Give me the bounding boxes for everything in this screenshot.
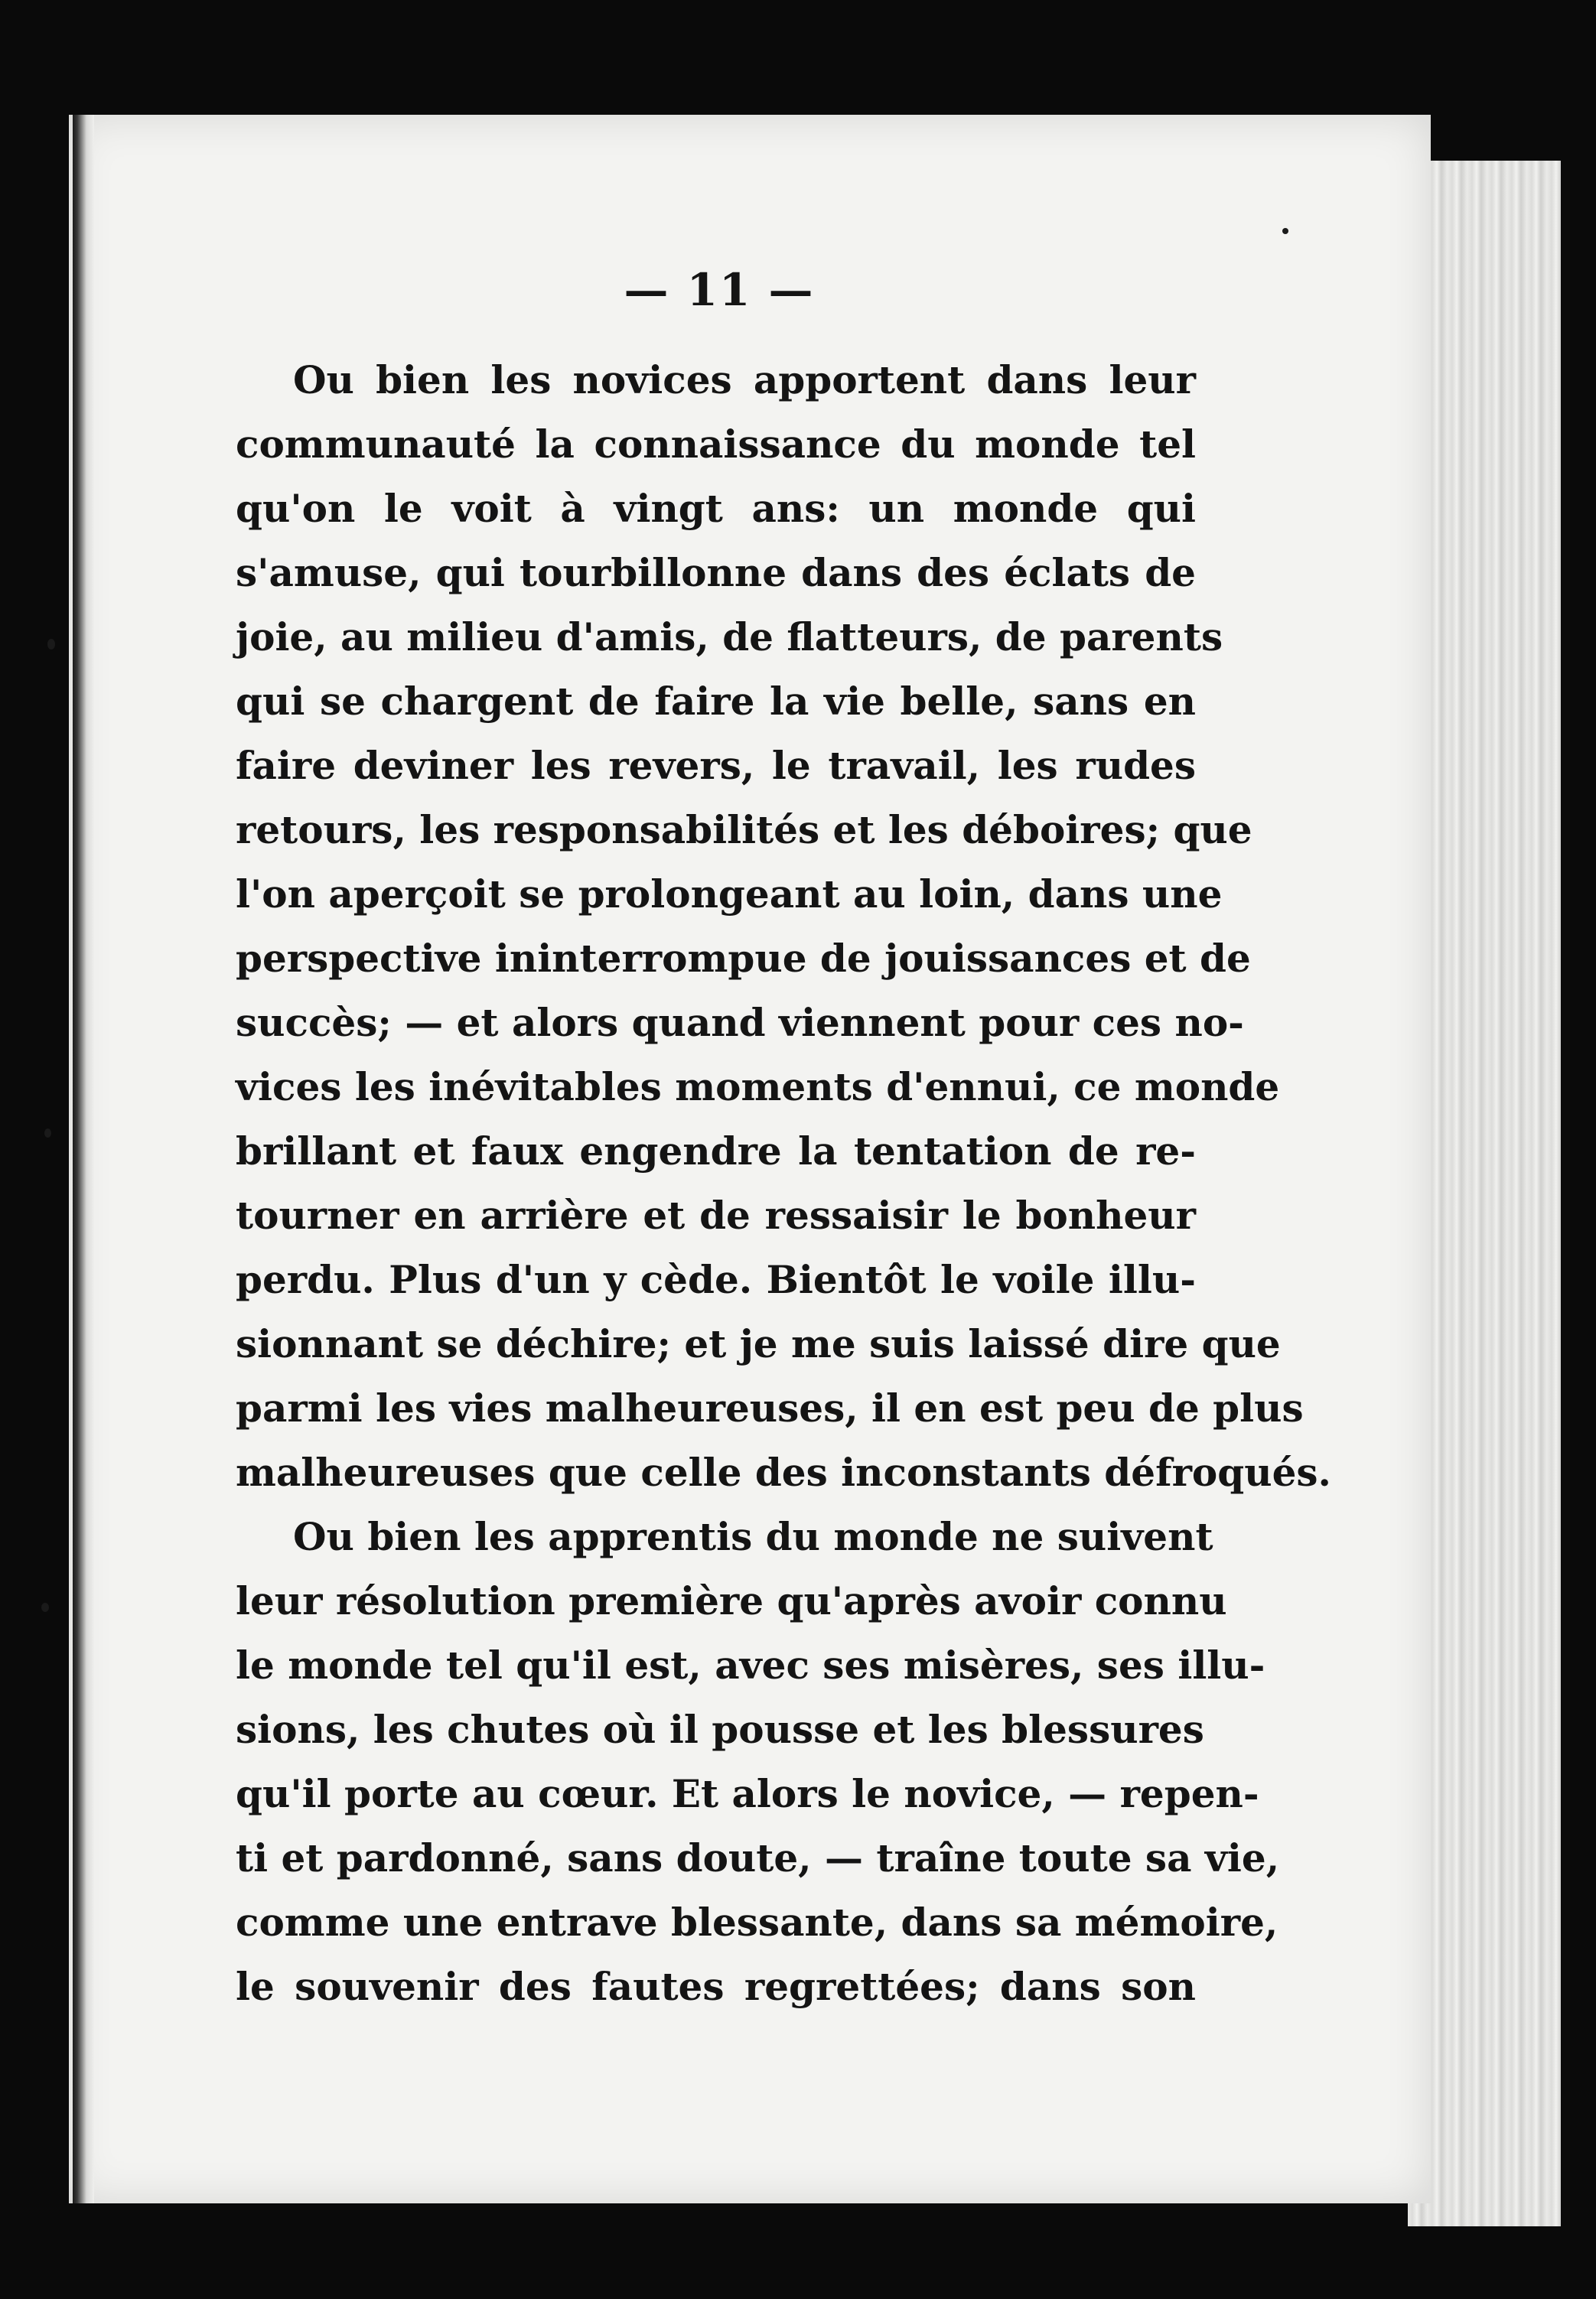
text-line: joie, au milieu d'amis, de flatteurs, de parents xyxy=(236,614,1223,659)
text-line: faire deviner les revers, le travail, les rudes xyxy=(236,743,1196,788)
page-stack-edge xyxy=(1408,161,1561,2226)
text-line: Ou bien les apprentis du monde ne suivent xyxy=(293,1514,1213,1559)
text-line: l'on aperçoit se prolongeant au loin, dans une xyxy=(236,871,1223,917)
text-line: retours, les responsabilités et les déboires; que xyxy=(236,807,1252,852)
scan-speck xyxy=(44,1128,51,1138)
text-line: malheureuses que celle des inconstants défroqués. xyxy=(236,1450,1331,1495)
text-line: sionnant se déchire; et je me suis laissé dire que xyxy=(236,1321,1281,1366)
book-binding xyxy=(73,115,94,2203)
text-line: perspective ininterrompue de jouissances et de xyxy=(236,936,1251,981)
text-line: qu'il porte au cœur. Et alors le novice, — repen- xyxy=(236,1771,1259,1816)
scan-speck xyxy=(41,1603,49,1612)
text-line: communauté la connaissance du monde tel xyxy=(236,422,1196,467)
text-line: le monde tel qu'il est, avec ses misères, ses illu- xyxy=(236,1643,1265,1688)
body-text xyxy=(236,348,1331,2019)
text-line: tourner en arrière et de ressaisir le bonheur xyxy=(236,1193,1196,1238)
text-line: succès; — et alors quand viennent pour ces no- xyxy=(236,1000,1244,1045)
text-line: brillant et faux engendre la tentation de re- xyxy=(236,1128,1196,1174)
text-line: ti et pardonné, sans doute, — traîne toute sa vie, xyxy=(236,1835,1280,1881)
text-line: s'amuse, qui tourbillonne dans des éclats de xyxy=(236,550,1196,595)
text-line: qu'on le voit à vingt ans: un monde qui xyxy=(236,486,1196,531)
text-line: qui se chargent de faire la vie belle, sans en xyxy=(236,679,1196,724)
text-line: parmi les vies malheureuses, il en est peu de plus xyxy=(236,1386,1304,1431)
text-line: comme une entrave blessante, dans sa mémoire, xyxy=(236,1900,1278,1945)
text-line: le souvenir des fautes regrettées; dans son xyxy=(236,1964,1196,2009)
text-line: sions, les chutes où il pousse et les blessures xyxy=(236,1707,1204,1752)
scan-speck xyxy=(47,639,55,650)
scan-speck xyxy=(1282,228,1288,234)
text-line: Ou bien les novices apportent dans leur xyxy=(293,357,1196,402)
text-line: perdu. Plus d'un y cède. Bientôt le voile illu- xyxy=(236,1257,1196,1302)
text-line: vices les inévitables moments d'ennui, ce monde xyxy=(236,1064,1280,1109)
page-number: — 11 — xyxy=(624,264,815,316)
text-line: leur résolution première qu'après avoir connu xyxy=(236,1578,1227,1623)
